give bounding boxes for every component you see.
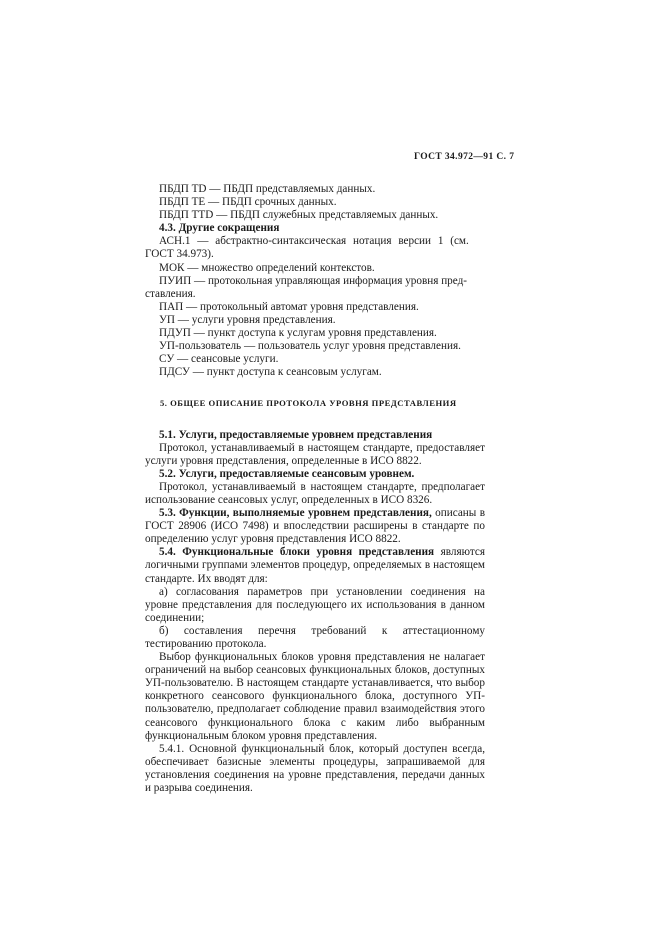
s5-1-text: Протокол, устанавливаемый в настоящем стандарте, предоставляет услуги уровня представления, определенные в ИСО 8822.	[145, 441, 485, 467]
document-body	[145, 183, 485, 795]
s5-2-text: Протокол, устанавливаемый в настоящем стандарте, предполагает использование сеансовых услуг, определенных в ИСО 8326.	[145, 480, 485, 506]
abbr-mok: МОК — множество определений контекстов.	[159, 261, 375, 274]
page-header: ГОСТ 34.972—91 С. 7	[414, 152, 515, 162]
abbr-pdsu: ПДСУ — пункт доступа к сеансовым услугам.	[159, 366, 382, 379]
abbr-pdup: ПДУП — пункт доступа к услугам уровня представления.	[159, 327, 437, 340]
abbr-su: СУ — сеансовые услуги.	[159, 353, 279, 366]
s5-3-paragraph	[145, 507, 485, 546]
abbr-pbdp-td: ПБДП TD — ПБДП представляемых данных.	[159, 183, 376, 195]
abbr-pap: ПАП — протокольный автомат уровня представления.	[159, 300, 419, 313]
abbr-up-user: УП-пользователь — пользователь услуг уровня представления.	[159, 340, 461, 353]
abbr-list-top	[145, 183, 485, 222]
s5-4-item-b: б) составления перечня требований к аттестационному тестированию протокола.	[145, 624, 485, 650]
abbr-puip-line1: ПУИП — протокольная управляющая информация уровня пред-	[159, 274, 468, 287]
s5-4-heading: 5.4. Функциональные блоки уровня представления	[159, 546, 435, 559]
abbr-list-other	[145, 235, 485, 379]
subsection-4-3-heading: 4.3. Другие сокращения	[159, 222, 280, 235]
abbr-ash1-line1: АСН.1 — абстрактно-синтаксическая нотация версии 1 (см.	[159, 235, 469, 248]
abbr-pbdp-te: ПБДП ТЕ — ПБДП срочных данных.	[159, 196, 337, 209]
abbr-puip-line2: ставления.	[145, 287, 196, 300]
abbr-up: УП — услуги уровня представления.	[159, 313, 336, 326]
s5-3-heading: 5.3. Функции, выполняемые уровнем представления,	[159, 507, 432, 520]
abbr-ash1-line2: ГОСТ 34.973).	[145, 248, 214, 261]
s5-4-item-a: а) согласования параметров при установлении соединения на уровне представления для последующего их использования в данном соединении;	[145, 585, 485, 624]
s5-4-text: являются логичными группами элементов процедур, определяемых в настоящем стандарте. Их вводят для:	[145, 546, 485, 585]
s5-4-1-paragraph: 5.4.1. Основной функциональный блок, который доступен всегда, обеспечивает базисные элементы процедуры, запрашиваемой для установления соединения на уровне представления, передачи данных и разрыва соединения.	[145, 742, 485, 795]
abbr-pbdp-ttd: ПБДП TTD — ПБДП служебных представляемых данных.	[159, 209, 439, 222]
s5-4-paragraph-2: Выбор функциональных блоков уровня представления не налагает ограничений на выбор сеансовых функциональных блоков, доступных УП-пользователю. В настоящем стандарте устанавливается, что выбор конкретного сеансового функционального блока, доступного УП-пользователю, предполагает соблюдение правил взаимодействия этого сеансового функционального блока с каким либо выбранным функциональным блоком уровня представления.	[145, 651, 485, 742]
s5-1-heading: 5.1. Услуги, предоставляемые уровнем представления	[159, 428, 433, 441]
s5-2-heading: 5.2. Услуги, предоставляемые сеансовым уровнем.	[159, 467, 415, 480]
s5-4-paragraph	[145, 546, 485, 585]
s5-3-text: описаны в ГОСТ 28906 (ИСО 7498) и впоследствии расширены в стандарте по определению услуг уровня представления ИСО 8822.	[145, 507, 485, 546]
section-5-title: 5. ОБЩЕЕ ОПИСАНИЕ ПРОТОКОЛА УРОВНЯ ПРЕДСТАВЛЕНИЯ	[160, 398, 457, 409]
